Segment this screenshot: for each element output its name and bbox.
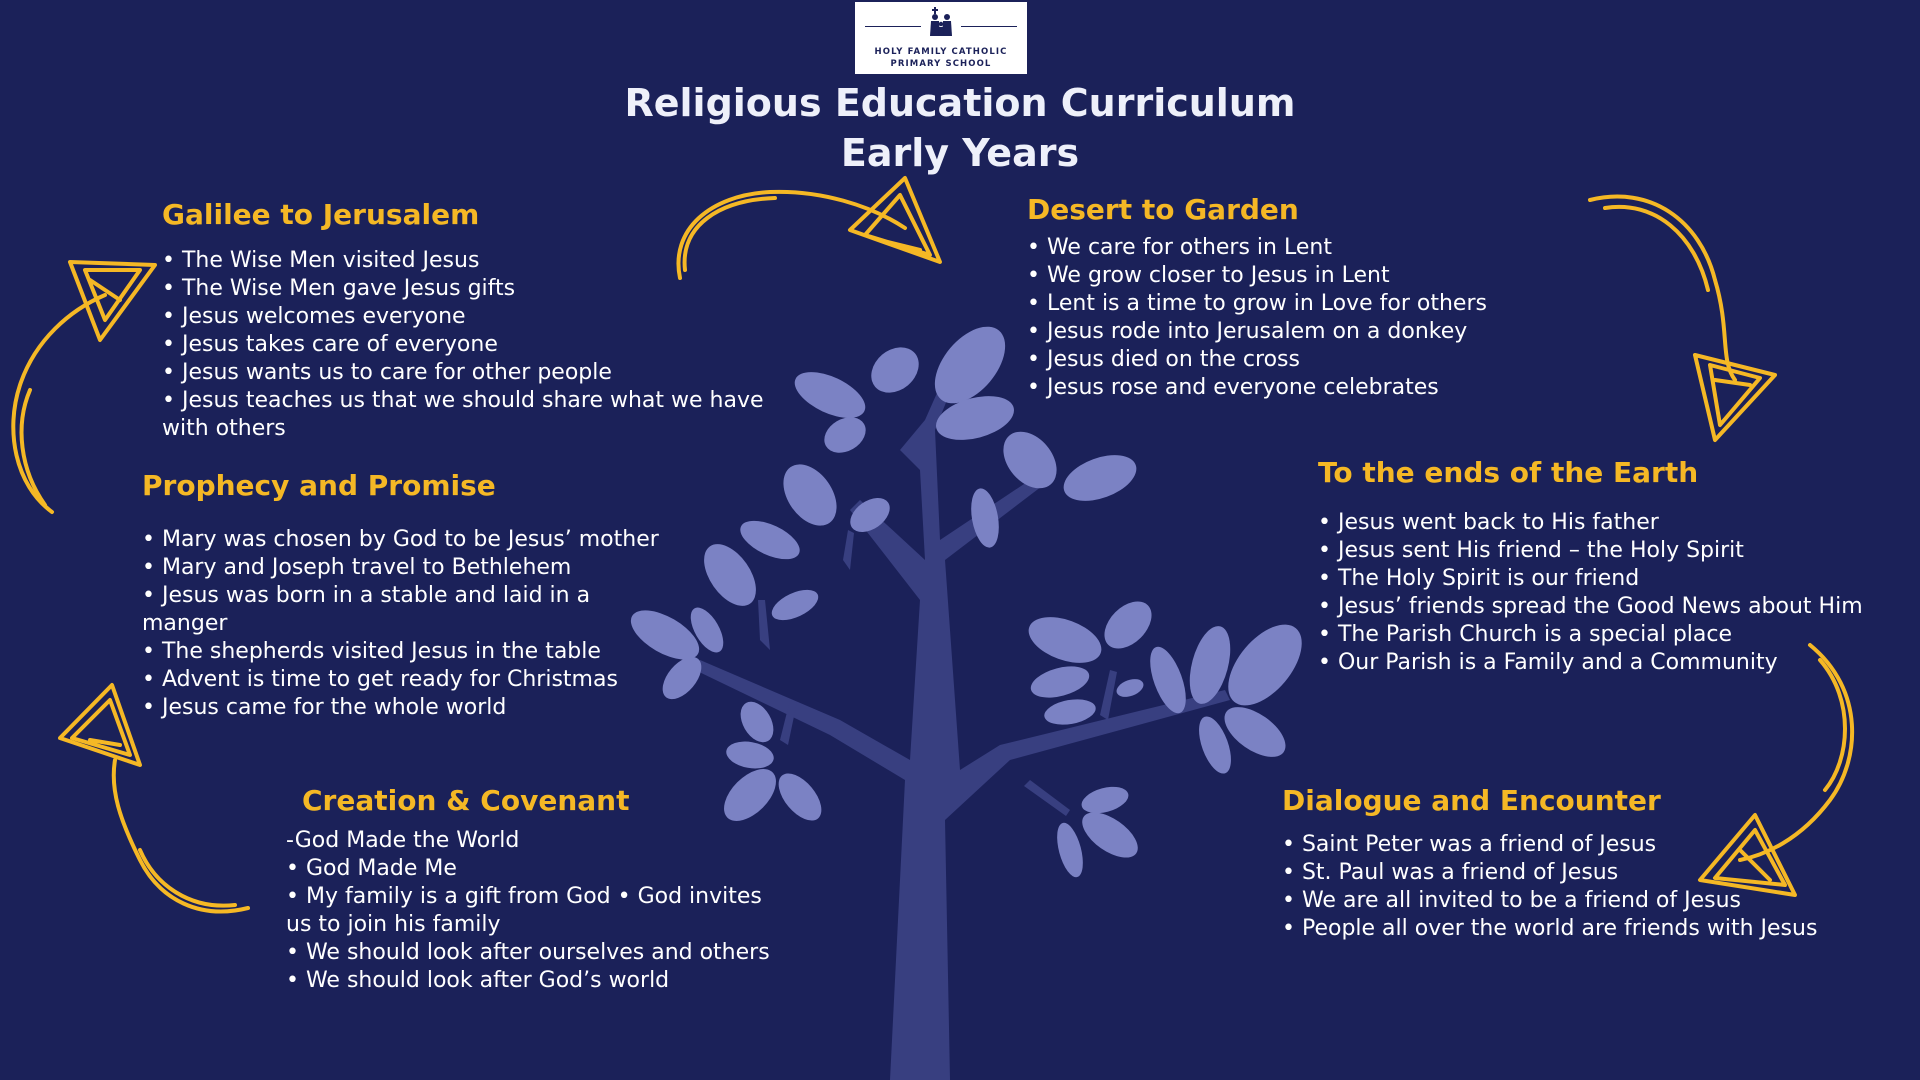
page-title-line1: Religious Education Curriculum — [624, 81, 1296, 125]
list-item: • The shepherds visited Jesus in the table — [142, 639, 601, 664]
list-item: • We should look after ourselves and others — [286, 940, 770, 965]
section-items — [162, 247, 802, 443]
section-desert-to-garden — [1027, 192, 1587, 402]
list-item: • My family is a gift from God • God invites — [286, 884, 762, 909]
list-item: • Jesus rode into Jerusalem on a donkey — [1027, 319, 1468, 344]
list-item: • Mary was chosen by God to be Jesus’ mother — [142, 527, 659, 552]
section-galilee-to-jerusalem — [162, 197, 802, 443]
list-item: • Mary and Joseph travel to Bethlehem — [142, 555, 572, 580]
list-item: • Jesus welcomes everyone — [162, 304, 466, 329]
list-item: with others — [162, 416, 286, 441]
list-item: • Jesus teaches us that we should share what we have — [162, 388, 764, 413]
page-title — [560, 78, 1360, 178]
list-item: • Our Parish is a Family and a Community — [1318, 650, 1778, 675]
list-item: • Jesus was born in a stable and laid in a — [142, 583, 591, 608]
section-creation-and-covenant — [286, 783, 806, 995]
list-item: • St. Paul was a friend of Jesus — [1282, 860, 1619, 885]
section-heading: Prophecy and Promise — [142, 469, 496, 502]
section-items — [1282, 831, 1882, 943]
section-ends-of-the-earth — [1318, 455, 1908, 677]
section-items — [286, 827, 806, 995]
list-item: -God Made the World — [286, 828, 520, 853]
section-heading: Creation & Covenant — [302, 784, 630, 817]
list-item: • Jesus went back to His father — [1318, 510, 1659, 535]
school-logo — [855, 2, 1027, 74]
logo-school-name-line2: PRIMARY SCHOOL — [890, 59, 992, 69]
list-item: • The Wise Men visited Jesus — [162, 248, 480, 273]
section-prophecy-and-promise — [142, 468, 722, 722]
list-item: • Lent is a time to grow in Love for others — [1027, 291, 1487, 316]
logo-school-name-line1: HOLY FAMILY CATHOLIC — [874, 47, 1008, 57]
section-heading: Dialogue and Encounter — [1282, 784, 1661, 817]
list-item: • We should look after God’s world — [286, 968, 670, 993]
list-item: • Jesus sent His friend – the Holy Spirit — [1318, 538, 1744, 563]
holy-family-icon — [928, 6, 954, 42]
arrow-left-icon — [13, 262, 155, 512]
section-heading: Galilee to Jerusalem — [162, 198, 480, 231]
list-item: us to join his family — [286, 912, 501, 937]
list-item: • God Made Me — [286, 856, 457, 881]
list-item: • We grow closer to Jesus in Lent — [1027, 263, 1390, 288]
list-item: • Jesus died on the cross — [1027, 347, 1300, 372]
section-items — [142, 526, 722, 722]
section-heading: Desert to Garden — [1027, 193, 1299, 226]
page-title-line2: Early Years — [840, 131, 1080, 175]
section-heading: To the ends of the Earth — [1318, 456, 1699, 489]
list-item: • Jesus takes care of everyone — [162, 332, 498, 357]
list-item: • Jesus came for the whole world — [142, 695, 507, 720]
list-item: • Saint Peter was a friend of Jesus — [1282, 832, 1657, 857]
arrow-top-right-icon — [1590, 197, 1775, 440]
list-item: manger — [142, 611, 228, 636]
list-item: • Advent is time to get ready for Christmas — [142, 667, 618, 692]
list-item: • People all over the world are friends with Jesus — [1282, 916, 1818, 941]
list-item: • The Wise Men gave Jesus gifts — [162, 276, 516, 301]
list-item: • We are all invited to be a friend of Jesus — [1282, 888, 1742, 913]
list-item: • The Holy Spirit is our friend — [1318, 566, 1640, 591]
section-items — [1318, 509, 1908, 677]
list-item: • Jesus rose and everyone celebrates — [1027, 375, 1439, 400]
section-items — [1027, 234, 1587, 402]
list-item: • Jesus’ friends spread the Good News about Him — [1318, 594, 1863, 619]
list-item: • The Parish Church is a special place — [1318, 622, 1733, 647]
logo-rule-left — [865, 26, 921, 27]
section-dialogue-and-encounter — [1282, 783, 1882, 943]
list-item: • Jesus wants us to care for other people — [162, 360, 612, 385]
list-item: • We care for others in Lent — [1027, 235, 1332, 260]
logo-rule-right — [961, 26, 1017, 27]
